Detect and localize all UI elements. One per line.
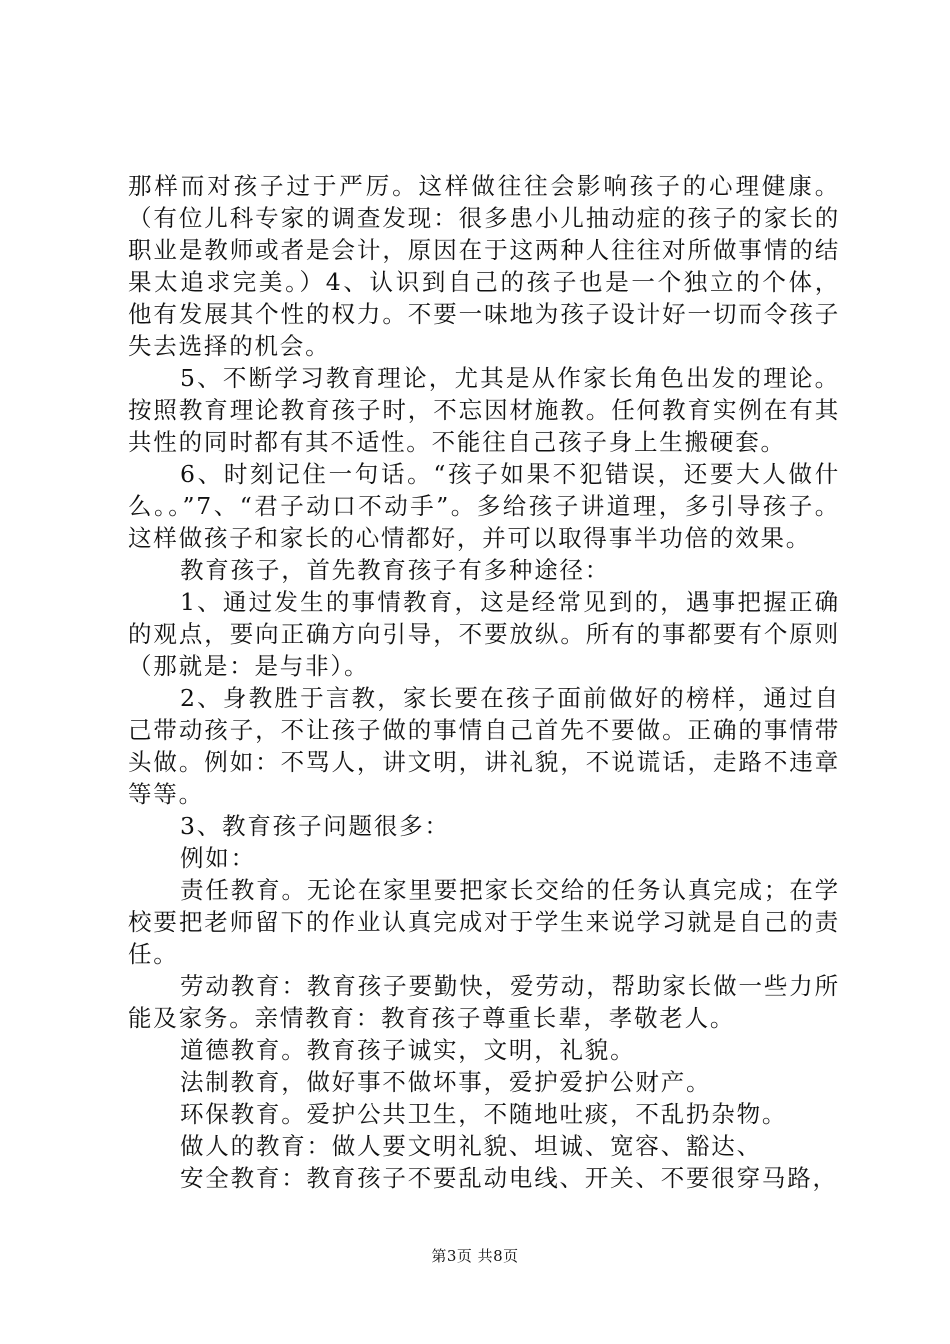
paragraph-4: 教育孩子，首先教育孩子有多种途径： [180, 556, 611, 584]
page-number-footer: 第3页 共8页 [431, 1247, 519, 1265]
document-body [128, 170, 840, 1194]
paragraph-2: 5、不断学习教育理论，尤其是从作家长角色出发的理论。按照教育理论教育孩子时，不忘因材施教。任何教育实例在有其共性的同时都有其不适性。不能往自己孩子身上生搬硬套。 [128, 364, 840, 456]
paragraph-12: 法制教育，做好事不做坏事，爱护爱护公财产。 [180, 1068, 712, 1096]
paragraph-13: 环保教育。爱护公共卫生，不随地吐痰，不乱扔杂物。 [180, 1100, 788, 1128]
paragraph-9: 责任教育。无论在家里要把家长交给的任务认真完成；在学校要把老师留下的作业认真完成对于学生来说学习就是自己的责任。 [128, 876, 840, 968]
paragraph-14: 做人的教育：做人要文明礼貌、坦诚、宽容、豁达、 [180, 1132, 762, 1160]
paragraph-8: 例如： [180, 844, 256, 872]
paragraph-6: 2、身教胜于言教，家长要在孩子面前做好的榜样，通过自己带动孩子，不让孩子做的事情自己首先不要做。正确的事情带头做。例如：不骂人，讲文明，讲礼貌，不说谎话，走路不违章等等。 [128, 684, 840, 808]
paragraph-1: 那样而对孩子过于严厉。这样做往往会影响孩子的心理健康。（有位儿科专家的调查发现：很多患小儿抽动症的孩子的家长的职业是教师或者是会计，原因在于这两种人往往对所做事情的结果太追求完美。）4、认识到自己的孩子也是一个独立的个体，他有发展其个性的权力。不要一味地为孩子设计好一切而令孩子失去选择的机会。 [128, 172, 840, 360]
paragraph-5: 1、通过发生的事情教育，这是经常见到的，遇事把握正确的观点，要向正确方向引导，不要放纵。所有的事都要有个原则（那就是：是与非）。 [128, 588, 840, 680]
paragraph-10: 劳动教育：教育孩子要勤快，爱劳动，帮助家长做一些力所能及家务。亲情教育：教育孩子尊重长辈，孝敬老人。 [128, 972, 840, 1032]
paragraph-11: 道德教育。教育孩子诚实，文明，礼貌。 [180, 1036, 636, 1064]
paragraph-15: 安全教育：教育孩子不要乱动电线、开关、不要很穿马路， [180, 1164, 838, 1192]
paragraph-3: 6、时刻记住一句话。“孩子如果不犯错误，还要大人做什么。。”7、“君子动口不动手”。多给孩子讲道理，多引导孩子。这样做孩子和家长的心情都好，并可以取得事半功倍的效果。 [128, 460, 840, 552]
paragraph-7: 3、教育孩子问题很多： [180, 812, 450, 840]
